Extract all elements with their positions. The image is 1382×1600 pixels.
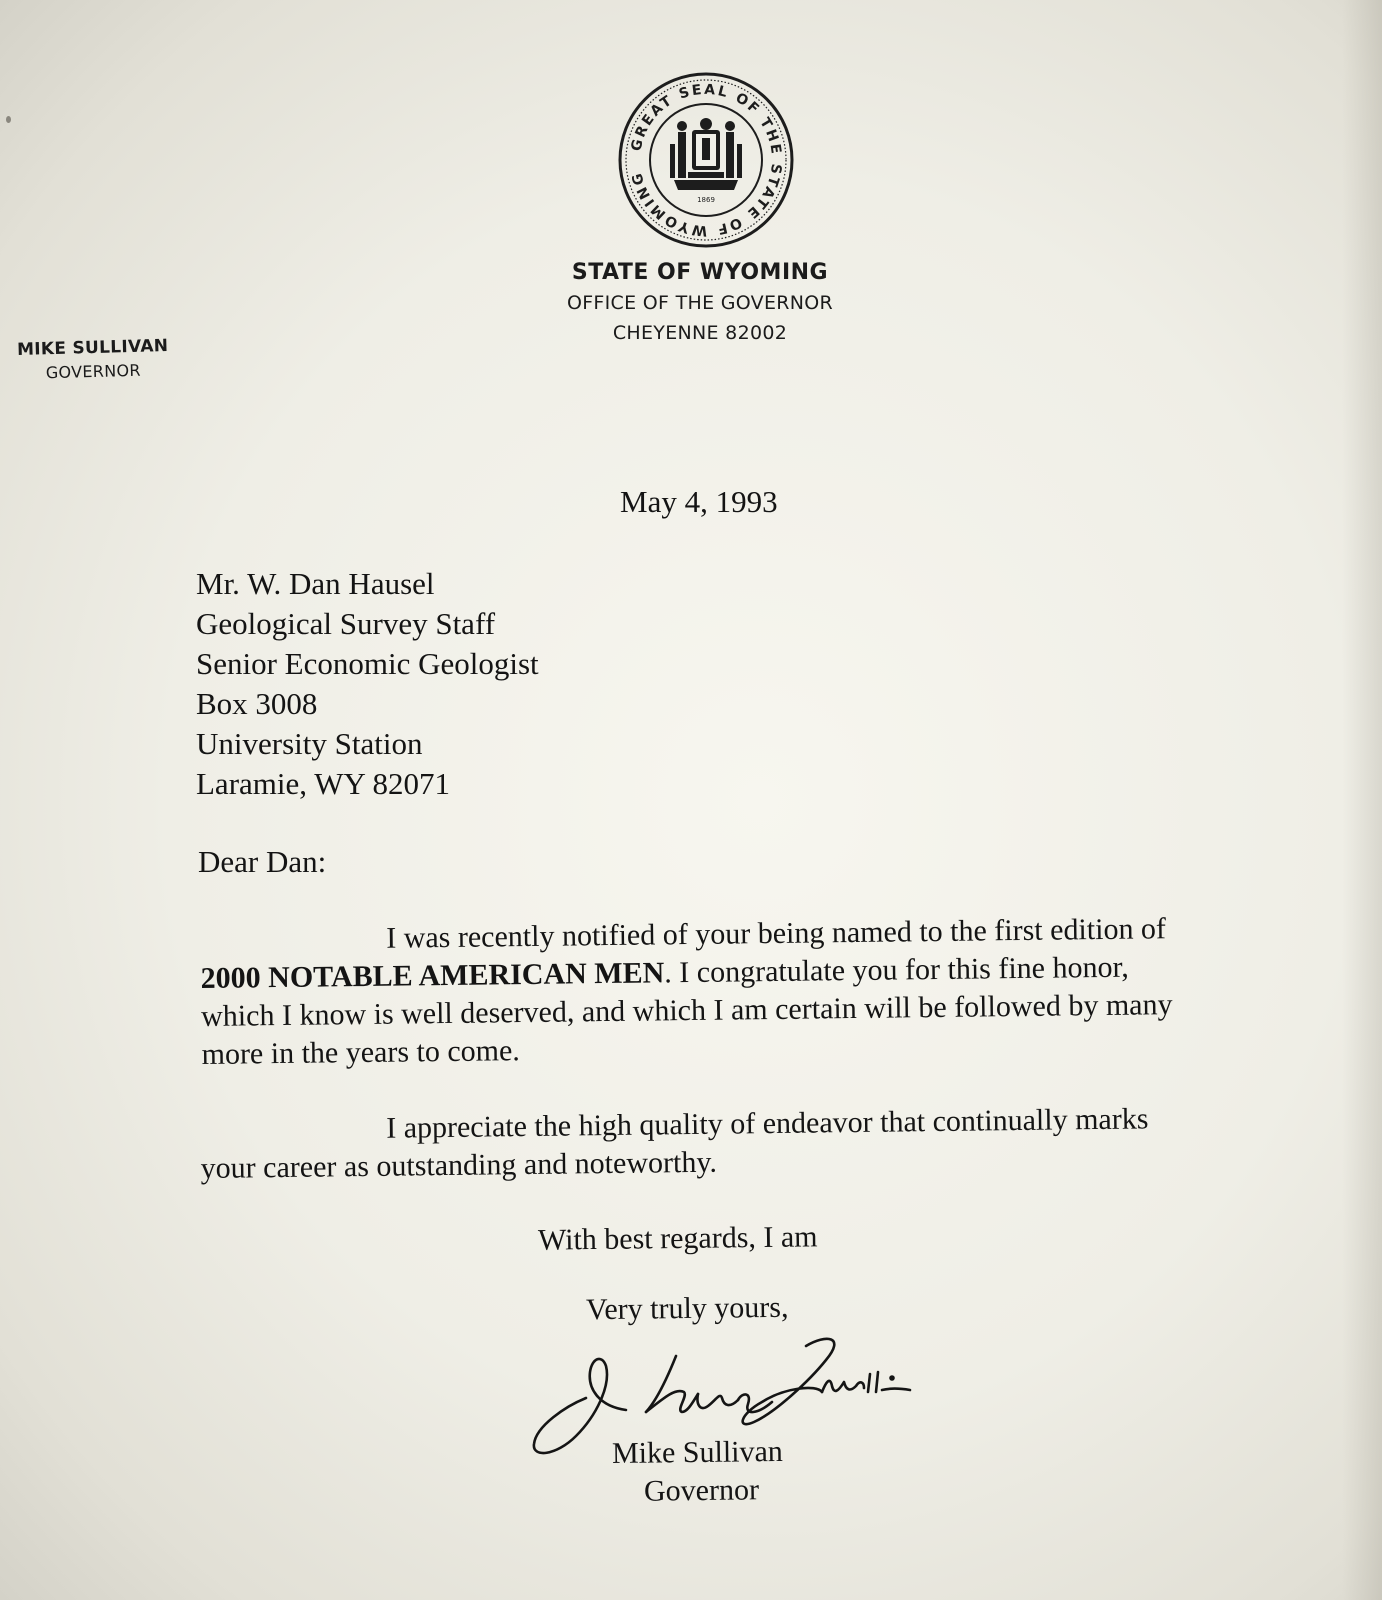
recipient-line: Senior Economic Geologist	[196, 646, 539, 681]
letterhead-state: STATE OF WYOMING	[571, 260, 829, 285]
paragraph-1-text-start: I was recently notified of your being named to the first edition of	[386, 912, 1167, 955]
wyoming-seal-icon	[618, 72, 794, 248]
recipient-line: Mr. W. Dan Hausel	[196, 566, 435, 601]
letter-date: May 4, 1993	[620, 484, 778, 519]
signatory-title: Governor	[643, 1473, 760, 1508]
recipient-address	[196, 564, 539, 804]
body-paragraph-1	[200, 910, 1202, 1074]
closing-line: With best regards, I am	[537, 1220, 818, 1257]
recipient-line: Geological Survey Staff	[196, 606, 496, 641]
paragraph-2-text: I appreciate the high quality of endeavor that continually marks your career as outstanding and noteworthy.	[200, 1102, 1149, 1185]
sender-title: GOVERNOR	[45, 360, 142, 383]
letterhead	[470, 258, 930, 348]
sender-name: MIKE SULLIVAN	[16, 336, 169, 360]
recipient-line: University Station	[196, 726, 423, 761]
recipient-line: Laramie, WY 82071	[196, 766, 450, 801]
seal-year: 1869	[697, 196, 715, 204]
paper-speck	[6, 116, 11, 123]
recipient-line: Box 3008	[196, 686, 318, 721]
paragraph-1-emphasis: 2000 NOTABLE AMERICAN MEN	[200, 956, 665, 995]
signatory-name: Mike Sullivan	[611, 1434, 784, 1471]
seal-ring-text: GREAT SEAL OF THE STATE OF WYOMING	[628, 81, 785, 239]
letterhead-city: CHEYENNE 82002	[612, 322, 788, 344]
letterhead-office: OFFICE OF THE GOVERNOR	[566, 292, 834, 314]
salutation: Dear Dan:	[198, 844, 327, 879]
complimentary-close: Very truly yours,	[585, 1290, 789, 1327]
sender-block	[7, 334, 178, 386]
body-paragraph-2	[200, 1100, 1201, 1188]
paragraph-1-text-end: . I congratulate you for this fine honor, which I know is well deserved, and which I am certain will be followed by many more in the years to come.	[200, 950, 1173, 1071]
